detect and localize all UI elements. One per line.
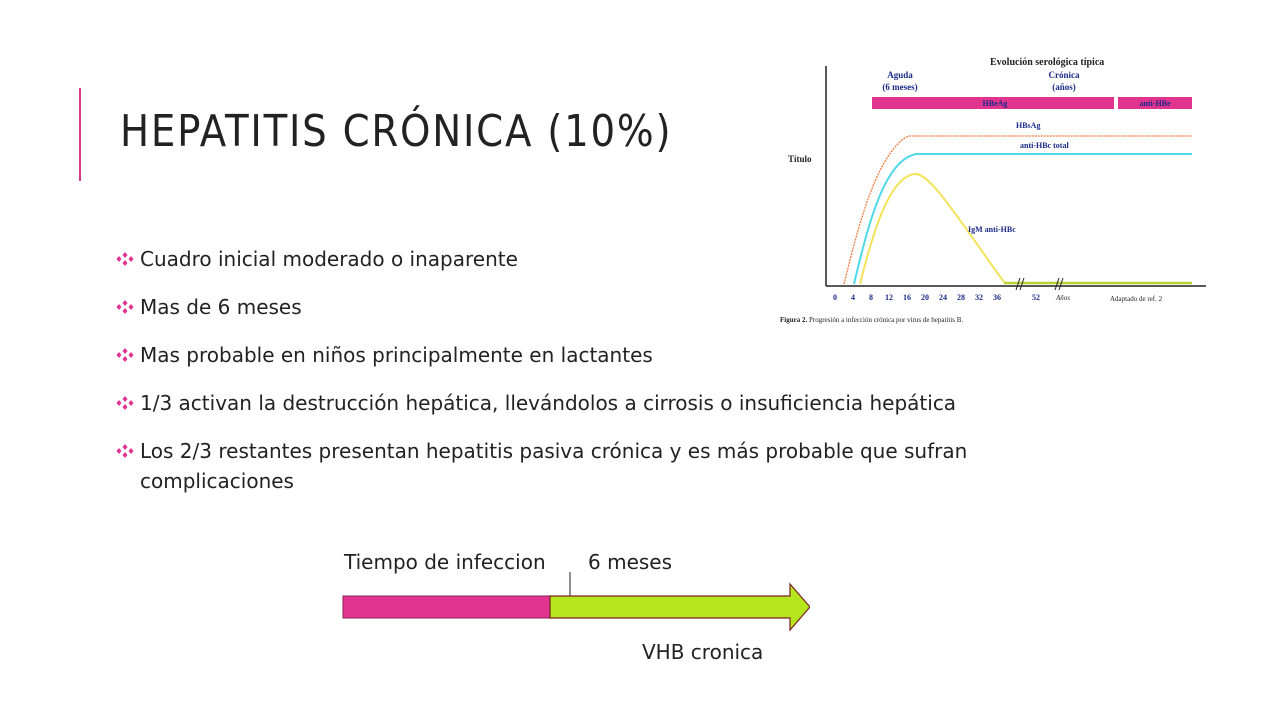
bullet-text: Mas probable en niños principalmente en lactantes — [140, 343, 653, 367]
phase-acute-sublabel: (6 meses) — [882, 82, 918, 92]
infection-timeline — [330, 540, 810, 680]
timeline-label-vhb-cronica: VHB cronica — [642, 640, 764, 664]
hbsag-curve — [844, 136, 1192, 284]
x-tick-label: 12 — [885, 293, 893, 302]
hbsag-label: HBsAg — [1016, 121, 1041, 130]
bullet-item — [116, 436, 1126, 496]
x-tick-label: 4 — [851, 293, 855, 302]
antihbc-curve — [854, 154, 1192, 284]
x-tick-label: 52 — [1032, 293, 1040, 302]
x-tick-label: 0 — [833, 293, 837, 302]
x-tick-label: 8 — [869, 293, 873, 302]
slide-title: HEPATITIS CRÓNICA (10%) — [120, 106, 673, 157]
bullet-text: Mas de 6 meses — [140, 295, 302, 319]
timeline-label-6-meses: 6 meses — [588, 550, 673, 574]
diamond-bullet-icon — [116, 396, 134, 410]
timeline-acute-segment — [343, 596, 570, 618]
figure-caption-text: Progresión a infección crónica por virus de hepatitis B. — [807, 316, 964, 324]
diamond-bullet-icon — [116, 348, 134, 362]
x-tick-label: 32 — [975, 293, 983, 302]
x-tick-label: 28 — [957, 293, 965, 302]
bullet-item — [116, 388, 1126, 418]
diamond-bullet-icon — [116, 300, 134, 314]
phase-chronic-sublabel: (años) — [1052, 82, 1076, 92]
diamond-bullet-icon — [116, 252, 134, 266]
x-tick-label: 20 — [921, 293, 929, 302]
phase-chronic-label: Crónica — [1048, 70, 1080, 80]
timeline-chronic-arrow — [550, 584, 810, 630]
x-axis-unit: Años — [1056, 294, 1070, 302]
figure-source: Adaptado de ref. 2 — [1110, 295, 1163, 303]
diamond-bullet-icon — [116, 444, 134, 458]
antihbe-bar-label: anti-HBe — [1139, 99, 1171, 108]
hbeag-bar-label: HBeAg — [982, 99, 1008, 108]
x-tick-label: 24 — [939, 293, 947, 302]
y-axis-label: Título — [788, 154, 812, 164]
bullet-text: 1/3 activan la destrucción hepática, llevándolos a cirrosis o insuficiencia hepática — [140, 391, 957, 415]
x-axis-ticks — [833, 293, 1040, 302]
igm-label: IgM anti-HBc — [968, 225, 1016, 234]
x-tick-label: 36 — [993, 293, 1001, 302]
bullet-text: Los 2/3 restantes presentan hepatitis pasiva crónica y es más probable que sufran complicaciones — [140, 439, 968, 493]
timeline-label-infection: Tiempo de infeccion — [344, 550, 546, 574]
title-accent-line — [79, 88, 81, 181]
x-tick-label: 16 — [903, 293, 911, 302]
phase-acute-label: Aguda — [887, 70, 913, 80]
serology-figure — [780, 48, 1210, 338]
figure-caption — [780, 316, 963, 324]
figure-title: Evolución serológica típica — [990, 57, 1105, 68]
antihbc-label: anti-HBc total — [1020, 141, 1069, 150]
figure-caption-bold: Figura 2. — [780, 316, 808, 324]
bullet-item — [116, 340, 1126, 370]
bullet-text: Cuadro inicial moderado o inaparente — [140, 247, 518, 271]
